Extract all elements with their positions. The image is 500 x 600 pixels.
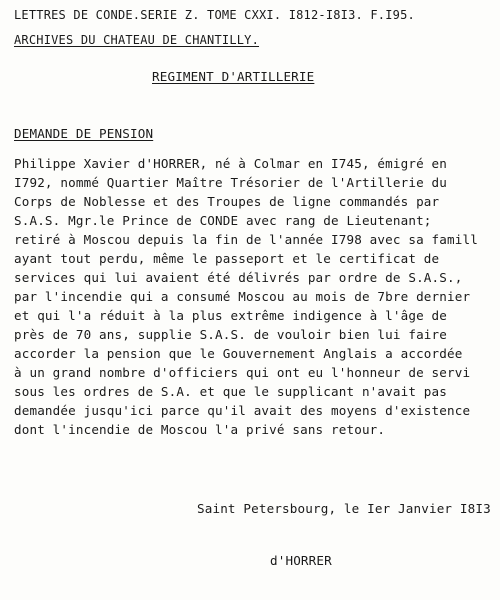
body-line: accorder la pension que le Gouvernement Anglais a accordée (14, 346, 463, 361)
body-line: près de 70 ans, supplie S.A.S. de vouloir bien lui faire (14, 327, 447, 342)
body-line: retiré à Moscou depuis la fin de l'année I798 avec sa famill (14, 232, 478, 247)
document-subtitle: DEMANDE DE PENSION (14, 126, 154, 141)
body-line: I792, nommé Quartier Maître Trésorier de l'Artillerie du (14, 175, 447, 190)
body-line: S.A.S. Mgr.le Prince de CONDE avec rang de Lieutenant; (14, 213, 432, 228)
archive-series-reference: LETTRES DE CONDE.SERIE Z. TOME CXXI. I812-I8I3. F.I95. (14, 8, 415, 22)
body-line: demandée jusqu'ici parce qu'il avait des moyens d'existence (14, 403, 471, 418)
archive-source: ARCHIVES DU CHATEAU DE CHANTILLY. (14, 33, 260, 47)
body-line: services qui lui avaient été délivrés par ordre de S.A.S., (14, 270, 463, 285)
body-line: ayant tout perdu, même le passeport et le certificat de (14, 251, 440, 266)
body-line: et qui l'a réduit à la plus extrême indigence à l'âge de (14, 308, 447, 323)
body-line: Corps de Noblesse et des Troupes de ligne commandés par (14, 194, 440, 209)
place-and-date: Saint Petersbourg, le Ier Janvier I8I3 (197, 501, 491, 516)
body-line: Philippe Xavier d'HORRER, né à Colmar en I745, émigré en (14, 156, 447, 171)
body-line: par l'incendie qui a consumé Moscou au mois de 7bre dernier (14, 289, 471, 304)
body-line: sous les ordres de S.A. et que le supplicant n'avait pas (14, 384, 447, 399)
signature: d'HORRER (270, 553, 332, 568)
body-line: à un grand nombre d'officiers qui ont eu l'honneur de servi (14, 365, 471, 380)
document-title: REGIMENT D'ARTILLERIE (152, 69, 315, 84)
body-line: dont l'incendie de Moscou l'a privé sans retour. (14, 422, 386, 437)
